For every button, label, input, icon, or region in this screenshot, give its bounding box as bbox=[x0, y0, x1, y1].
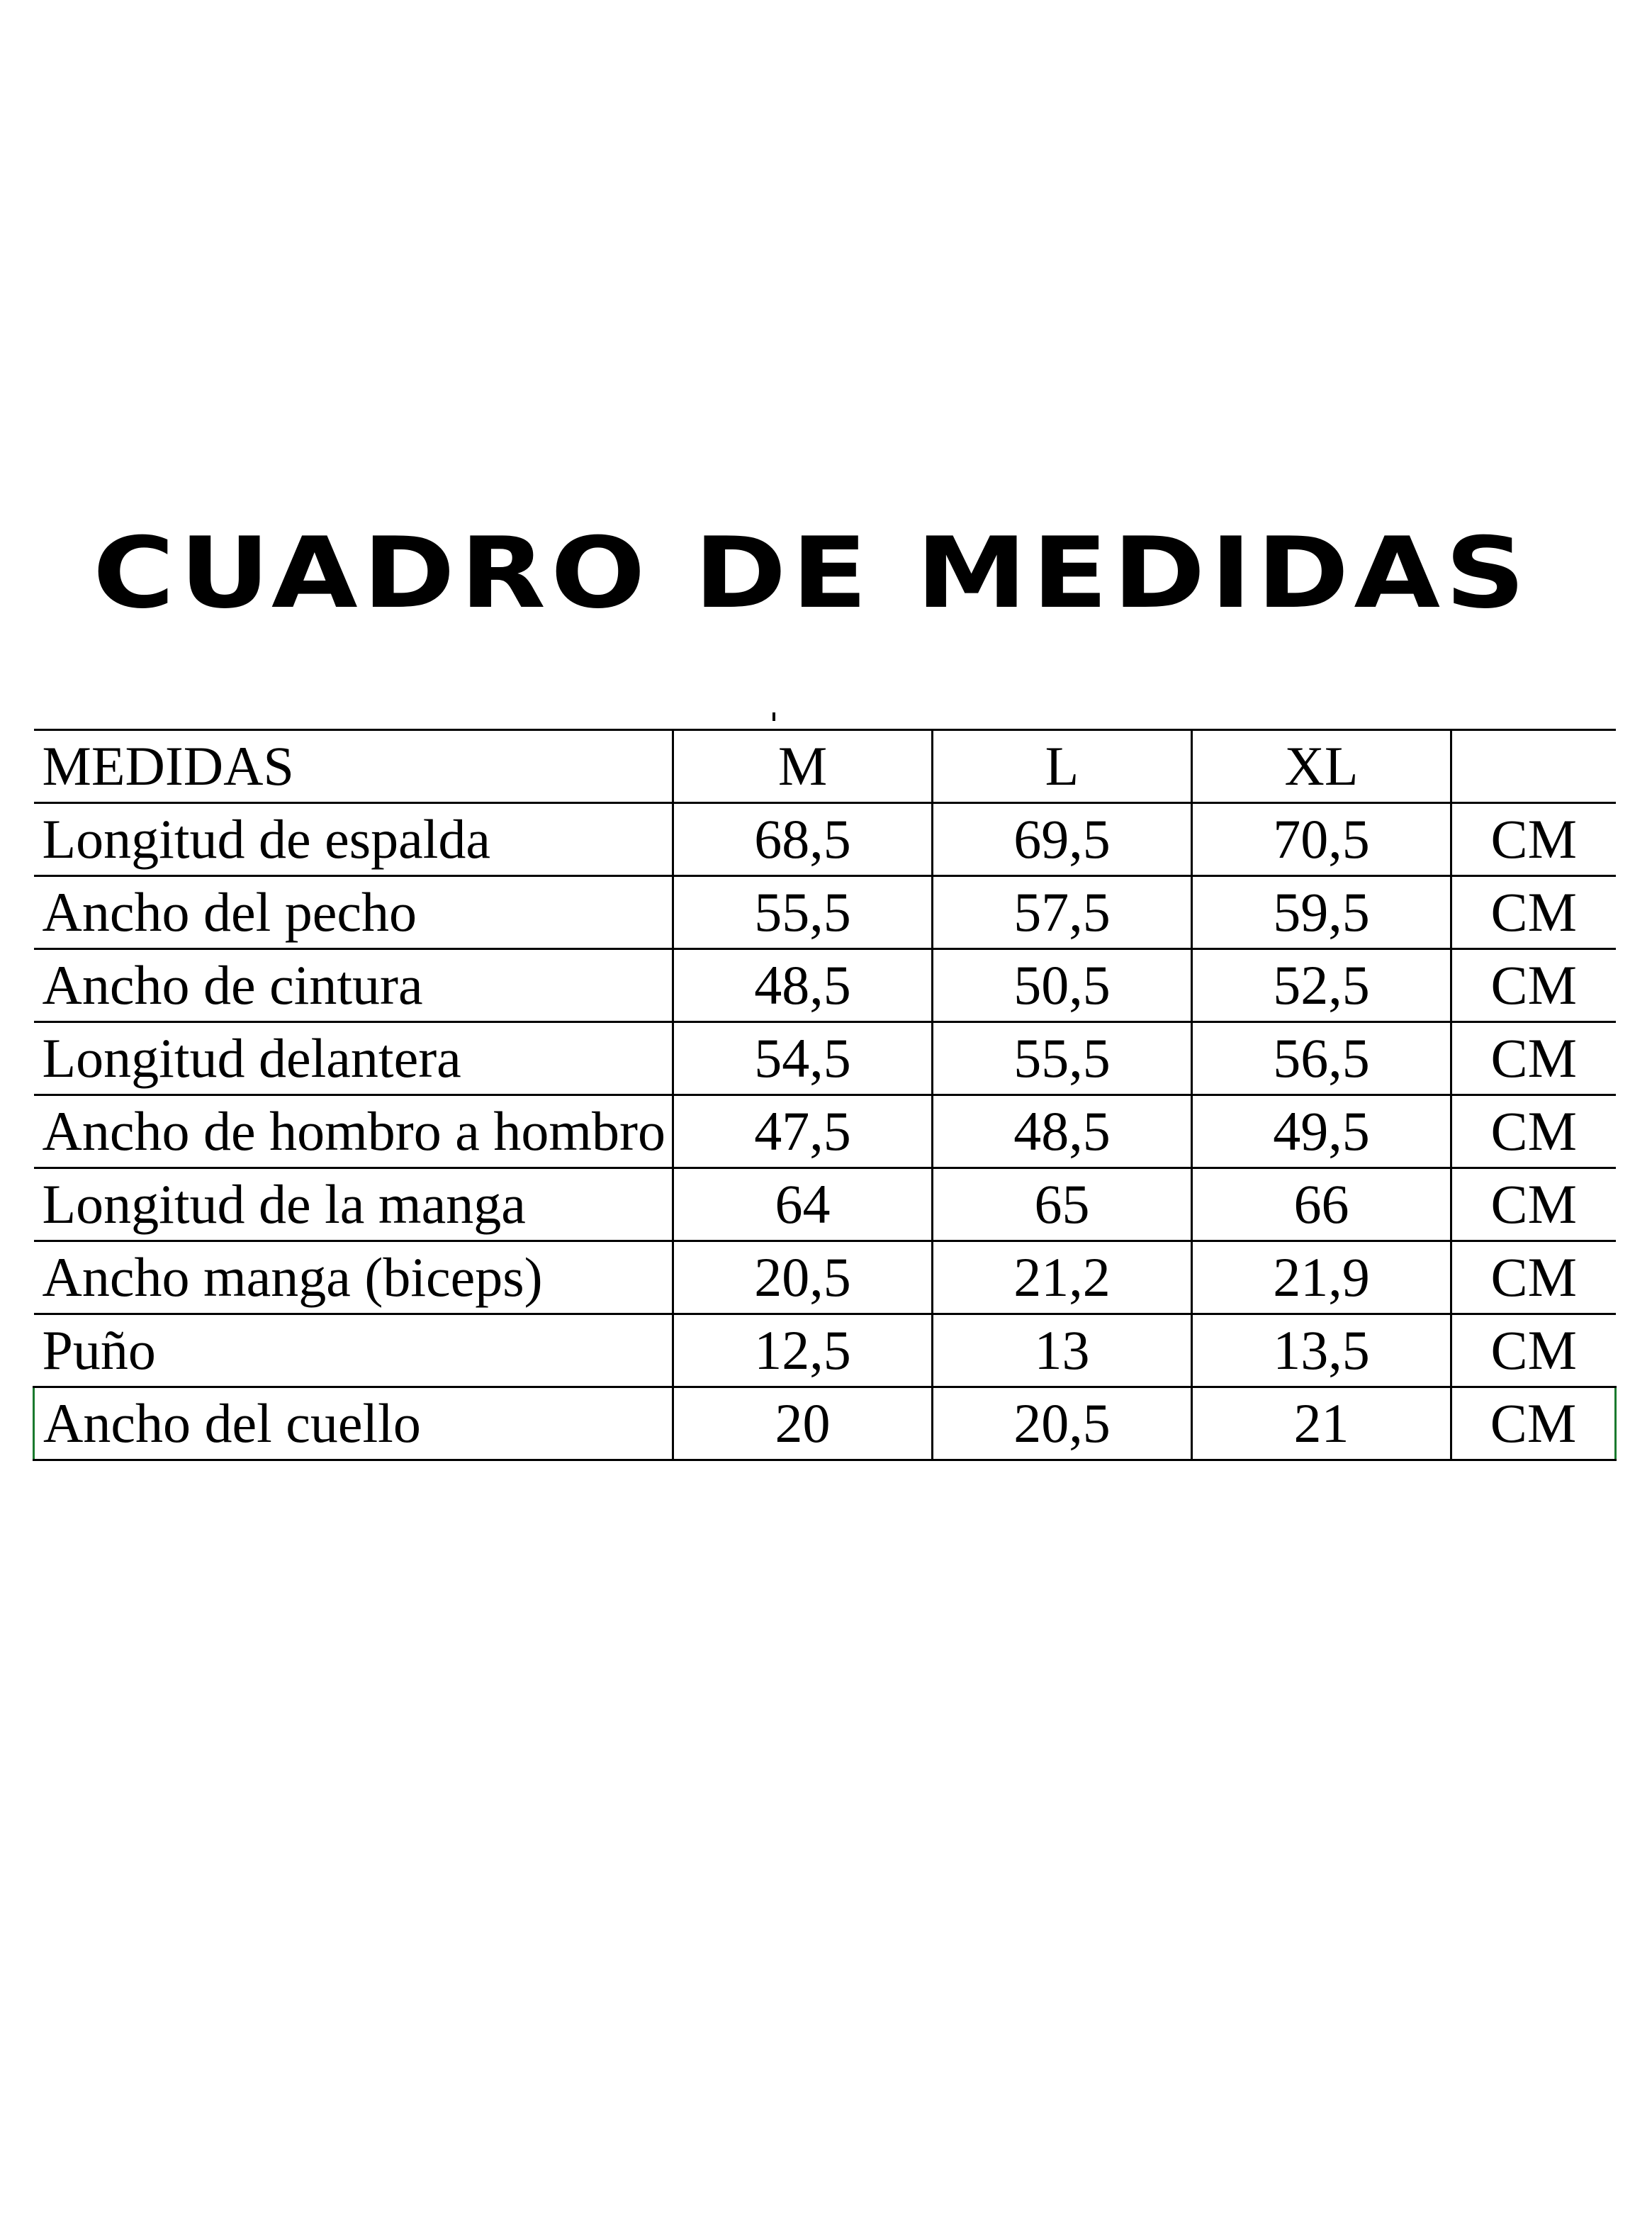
measure-value-m: 55,5 bbox=[673, 876, 933, 949]
table-row bbox=[34, 949, 1616, 1022]
measure-name: Ancho de hombro a hombro bbox=[34, 1095, 673, 1168]
table-row bbox=[34, 1387, 1616, 1460]
measure-value-l: 55,5 bbox=[933, 1022, 1192, 1095]
header-unit bbox=[1451, 730, 1616, 803]
measure-value-xl: 66 bbox=[1192, 1168, 1451, 1241]
table-row bbox=[34, 1168, 1616, 1241]
measure-unit: CM bbox=[1451, 876, 1616, 949]
measure-value-xl: 13,5 bbox=[1192, 1314, 1451, 1387]
header-size-l: L bbox=[933, 730, 1192, 803]
measure-unit: CM bbox=[1451, 1095, 1616, 1168]
measure-value-l: 65 bbox=[933, 1168, 1192, 1241]
table-row bbox=[34, 1314, 1616, 1387]
table-row bbox=[34, 1241, 1616, 1314]
measure-value-xl: 21,9 bbox=[1192, 1241, 1451, 1314]
measure-unit: CM bbox=[1451, 1387, 1616, 1460]
measure-name: Ancho de cintura bbox=[34, 949, 673, 1022]
measure-unit: CM bbox=[1451, 949, 1616, 1022]
measure-value-l: 13 bbox=[933, 1314, 1192, 1387]
measure-value-l: 21,2 bbox=[933, 1241, 1192, 1314]
measure-value-xl: 59,5 bbox=[1192, 876, 1451, 949]
measure-name: Longitud de la manga bbox=[34, 1168, 673, 1241]
table-header-row bbox=[34, 730, 1616, 803]
measure-value-m: 68,5 bbox=[673, 803, 933, 876]
measure-name: Puño bbox=[34, 1314, 673, 1387]
measure-name: Ancho del pecho bbox=[34, 876, 673, 949]
measure-name: Ancho del cuello bbox=[34, 1387, 673, 1460]
table-row bbox=[34, 876, 1616, 949]
header-size-xl: XL bbox=[1192, 730, 1451, 803]
measure-value-xl: 49,5 bbox=[1192, 1095, 1451, 1168]
measure-name: Ancho manga (biceps) bbox=[34, 1241, 673, 1314]
table-row bbox=[34, 803, 1616, 876]
measure-value-l: 69,5 bbox=[933, 803, 1192, 876]
measure-value-m: 12,5 bbox=[673, 1314, 933, 1387]
measure-unit: CM bbox=[1451, 803, 1616, 876]
measure-value-xl: 21 bbox=[1192, 1387, 1451, 1460]
stray-mark bbox=[772, 712, 775, 721]
measure-unit: CM bbox=[1451, 1168, 1616, 1241]
size-chart-table bbox=[33, 729, 1617, 1461]
measure-unit: CM bbox=[1451, 1022, 1616, 1095]
page-title: CUADRO DE MEDIDAS bbox=[92, 516, 1531, 630]
measure-value-m: 20 bbox=[673, 1387, 933, 1460]
header-size-m: M bbox=[673, 730, 933, 803]
measure-value-m: 47,5 bbox=[673, 1095, 933, 1168]
measure-value-m: 48,5 bbox=[673, 949, 933, 1022]
measure-value-l: 57,5 bbox=[933, 876, 1192, 949]
header-measure-label: MEDIDAS bbox=[34, 730, 673, 803]
measure-value-xl: 56,5 bbox=[1192, 1022, 1451, 1095]
measure-value-l: 50,5 bbox=[933, 949, 1192, 1022]
measure-value-xl: 52,5 bbox=[1192, 949, 1451, 1022]
measure-value-l: 48,5 bbox=[933, 1095, 1192, 1168]
measure-value-m: 54,5 bbox=[673, 1022, 933, 1095]
measure-unit: CM bbox=[1451, 1241, 1616, 1314]
measure-name: Longitud de espalda bbox=[34, 803, 673, 876]
table-row bbox=[34, 1095, 1616, 1168]
measure-unit: CM bbox=[1451, 1314, 1616, 1387]
measure-value-m: 64 bbox=[673, 1168, 933, 1241]
table-row bbox=[34, 1022, 1616, 1095]
measure-value-xl: 70,5 bbox=[1192, 803, 1451, 876]
measure-value-m: 20,5 bbox=[673, 1241, 933, 1314]
measure-value-l: 20,5 bbox=[933, 1387, 1192, 1460]
measure-name: Longitud delantera bbox=[34, 1022, 673, 1095]
